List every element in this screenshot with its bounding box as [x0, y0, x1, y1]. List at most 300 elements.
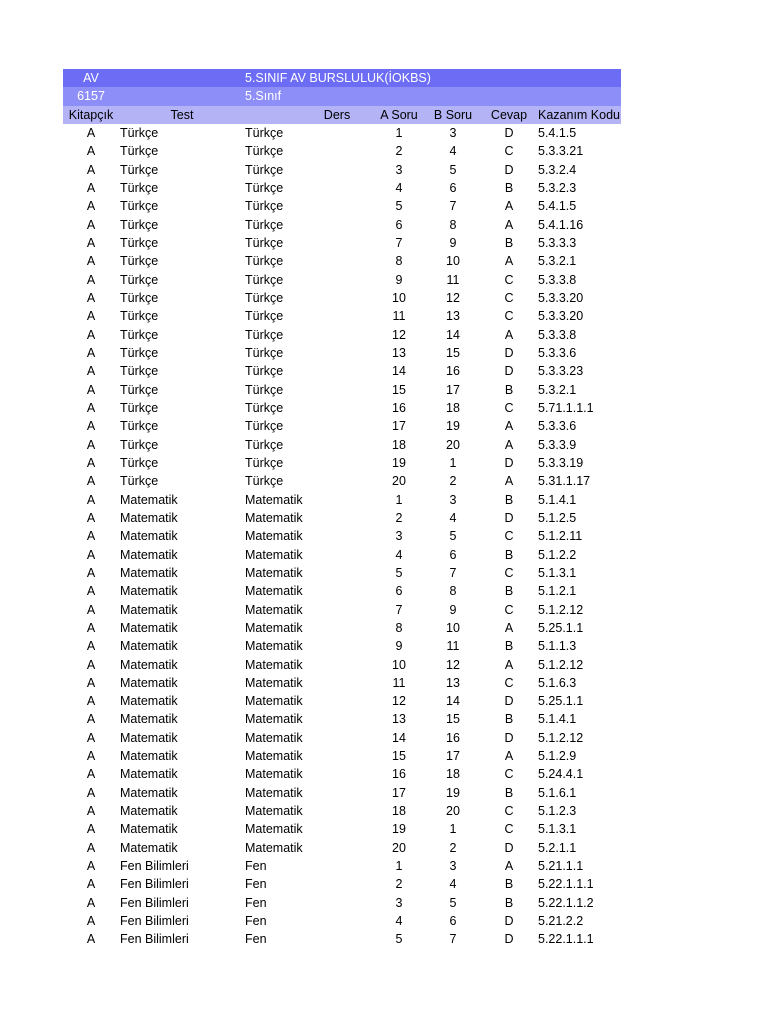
- cell-b-soru[interactable]: 16: [446, 364, 460, 379]
- cell-test[interactable]: Türkçe: [120, 419, 159, 434]
- cell-b-soru[interactable]: 5: [449, 529, 457, 544]
- cell-b-soru[interactable]: 7: [449, 565, 457, 580]
- cell-kazanim-kodu[interactable]: 5.71.1.1.1: [538, 400, 594, 415]
- cell-b-soru[interactable]: 2: [449, 474, 457, 489]
- cell-cevap[interactable]: C: [504, 290, 514, 305]
- cell-a-soru[interactable]: 4: [395, 914, 403, 929]
- cell-test[interactable]: Matematik: [120, 657, 178, 672]
- cell-b-soru[interactable]: 6: [449, 547, 457, 562]
- cell-b-soru[interactable]: 2: [449, 840, 457, 855]
- cell-kazanim-kodu[interactable]: 5.31.1.17: [538, 474, 591, 489]
- cell-kitapcik[interactable]: A: [86, 309, 96, 324]
- cell-cevap[interactable]: C: [504, 272, 514, 287]
- cell-test[interactable]: Matematik: [120, 749, 178, 764]
- cell-kazanim-kodu[interactable]: 5.3.3.19: [538, 455, 584, 470]
- cell-test[interactable]: Matematik: [120, 840, 178, 855]
- cell-a-soru[interactable]: 17: [392, 785, 406, 800]
- cell-test[interactable]: Fen Bilimleri: [120, 877, 189, 892]
- cell-b-soru[interactable]: 15: [446, 712, 460, 727]
- cell-kitapcik[interactable]: A: [86, 547, 96, 562]
- cell-b-soru[interactable]: 18: [446, 400, 460, 415]
- cell-b-soru[interactable]: 20: [446, 804, 460, 819]
- cell-kitapcik[interactable]: A: [86, 767, 96, 782]
- column-header-kazanim-kodu[interactable]: Kazanım Kodu: [538, 107, 620, 122]
- cell-kitapcik[interactable]: A: [86, 749, 96, 764]
- cell-ders[interactable]: Fen: [245, 877, 267, 892]
- cell-b-soru[interactable]: 10: [446, 620, 460, 635]
- cell-b-soru[interactable]: 15: [446, 345, 460, 360]
- cell-kitapcik[interactable]: A: [86, 235, 96, 250]
- cell-kazanim-kodu[interactable]: 5.1.4.1: [538, 492, 577, 507]
- cell-ders[interactable]: Türkçe: [245, 437, 284, 452]
- cell-cevap[interactable]: A: [504, 419, 514, 434]
- cell-a-soru[interactable]: 18: [392, 437, 406, 452]
- cell-a-soru[interactable]: 10: [392, 290, 406, 305]
- cell-cevap[interactable]: D: [504, 932, 514, 947]
- cell-b-soru[interactable]: 3: [449, 492, 457, 507]
- cell-ders[interactable]: Matematik: [245, 804, 303, 819]
- column-header-test[interactable]: Test: [170, 107, 194, 122]
- cell-cevap[interactable]: D: [504, 345, 514, 360]
- cell-ders[interactable]: Fen: [245, 932, 267, 947]
- cell-kitapcik[interactable]: A: [86, 144, 96, 159]
- cell-kazanim-kodu[interactable]: 5.1.2.3: [538, 804, 577, 819]
- cell-kitapcik[interactable]: A: [86, 510, 96, 525]
- cell-cevap[interactable]: A: [504, 327, 514, 342]
- cell-kitapcik[interactable]: A: [86, 785, 96, 800]
- cell-kitapcik[interactable]: A: [86, 217, 96, 232]
- cell-b-soru[interactable]: 6: [449, 180, 457, 195]
- cell-cevap[interactable]: B: [504, 895, 514, 910]
- cell-kitapcik[interactable]: A: [86, 675, 96, 690]
- cell-kazanim-kodu[interactable]: 5.25.1.1: [538, 694, 584, 709]
- cell-kitapcik[interactable]: A: [86, 529, 96, 544]
- cell-cevap[interactable]: D: [504, 455, 514, 470]
- cell-a-soru[interactable]: 2: [395, 877, 403, 892]
- header-title-cell[interactable]: 5.SINIF AV BURSLULUK(İOKBS): [245, 71, 431, 85]
- cell-cevap[interactable]: B: [504, 180, 514, 195]
- cell-test[interactable]: Türkçe: [120, 455, 159, 470]
- cell-kazanim-kodu[interactable]: 5.3.2.1: [538, 254, 577, 269]
- cell-ders[interactable]: Matematik: [245, 840, 303, 855]
- cell-test[interactable]: Matematik: [120, 584, 178, 599]
- cell-test[interactable]: Matematik: [120, 565, 178, 580]
- cell-test[interactable]: Fen Bilimleri: [120, 895, 189, 910]
- cell-kazanim-kodu[interactable]: 5.3.3.6: [538, 345, 577, 360]
- cell-a-soru[interactable]: 1: [395, 859, 403, 874]
- cell-b-soru[interactable]: 14: [446, 694, 460, 709]
- column-header-cevap[interactable]: Cevap: [490, 107, 528, 122]
- cell-kazanim-kodu[interactable]: 5.3.3.8: [538, 327, 577, 342]
- cell-test[interactable]: Türkçe: [120, 345, 159, 360]
- cell-kazanim-kodu[interactable]: 5.3.3.21: [538, 144, 584, 159]
- cell-kitapcik[interactable]: A: [86, 125, 96, 140]
- cell-kitapcik[interactable]: A: [86, 804, 96, 819]
- cell-kitapcik[interactable]: A: [86, 290, 96, 305]
- cell-cevap[interactable]: D: [504, 840, 514, 855]
- cell-ders[interactable]: Türkçe: [245, 125, 284, 140]
- cell-test[interactable]: Matematik: [120, 694, 178, 709]
- cell-kitapcik[interactable]: A: [86, 694, 96, 709]
- cell-cevap[interactable]: D: [504, 694, 514, 709]
- cell-ders[interactable]: Türkçe: [245, 199, 284, 214]
- cell-a-soru[interactable]: 9: [395, 272, 403, 287]
- cell-kitapcik[interactable]: A: [86, 254, 96, 269]
- cell-kazanim-kodu[interactable]: 5.1.3.1: [538, 565, 577, 580]
- cell-kazanim-kodu[interactable]: 5.1.3.1: [538, 822, 577, 837]
- cell-a-soru[interactable]: 12: [392, 694, 406, 709]
- cell-kazanim-kodu[interactable]: 5.2.1.1: [538, 840, 577, 855]
- header-grade-cell[interactable]: 5.Sınıf: [245, 89, 282, 104]
- cell-cevap[interactable]: A: [504, 749, 514, 764]
- cell-kazanim-kodu[interactable]: 5.3.3.23: [538, 364, 584, 379]
- cell-kitapcik[interactable]: A: [86, 162, 96, 177]
- cell-kazanim-kodu[interactable]: 5.3.2.3: [538, 180, 577, 195]
- cell-a-soru[interactable]: 5: [395, 932, 403, 947]
- cell-cevap[interactable]: A: [504, 437, 514, 452]
- cell-test[interactable]: Türkçe: [120, 235, 159, 250]
- cell-a-soru[interactable]: 16: [392, 400, 406, 415]
- cell-a-soru[interactable]: 14: [392, 730, 406, 745]
- cell-ders[interactable]: Matematik: [245, 529, 303, 544]
- cell-a-soru[interactable]: 15: [392, 382, 406, 397]
- cell-ders[interactable]: Türkçe: [245, 290, 284, 305]
- cell-b-soru[interactable]: 5: [449, 162, 457, 177]
- cell-ders[interactable]: Türkçe: [245, 419, 284, 434]
- column-header-ders[interactable]: Ders: [323, 107, 351, 122]
- cell-kitapcik[interactable]: A: [86, 455, 96, 470]
- cell-a-soru[interactable]: 19: [392, 455, 406, 470]
- cell-kazanim-kodu[interactable]: 5.1.6.1: [538, 785, 577, 800]
- cell-ders[interactable]: Matematik: [245, 767, 303, 782]
- cell-ders[interactable]: Türkçe: [245, 217, 284, 232]
- column-header-b-soru[interactable]: B Soru: [433, 107, 473, 122]
- cell-cevap[interactable]: D: [504, 364, 514, 379]
- cell-cevap[interactable]: C: [504, 400, 514, 415]
- cell-b-soru[interactable]: 5: [449, 895, 457, 910]
- cell-test[interactable]: Matematik: [120, 822, 178, 837]
- cell-b-soru[interactable]: 19: [446, 785, 460, 800]
- cell-a-soru[interactable]: 2: [395, 144, 403, 159]
- cell-test[interactable]: Matematik: [120, 492, 178, 507]
- cell-b-soru[interactable]: 8: [449, 217, 457, 232]
- cell-test[interactable]: Matematik: [120, 675, 178, 690]
- cell-test[interactable]: Türkçe: [120, 125, 159, 140]
- cell-cevap[interactable]: D: [504, 162, 514, 177]
- cell-ders[interactable]: Türkçe: [245, 309, 284, 324]
- cell-a-soru[interactable]: 20: [392, 474, 406, 489]
- cell-b-soru[interactable]: 4: [449, 877, 457, 892]
- cell-b-soru[interactable]: 11: [446, 639, 460, 654]
- cell-cevap[interactable]: A: [504, 657, 514, 672]
- cell-b-soru[interactable]: 8: [449, 584, 457, 599]
- cell-kazanim-kodu[interactable]: 5.21.2.2: [538, 914, 584, 929]
- cell-b-soru[interactable]: 3: [449, 859, 457, 874]
- cell-ders[interactable]: Matematik: [245, 565, 303, 580]
- cell-kazanim-kodu[interactable]: 5.3.2.1: [538, 382, 577, 397]
- cell-test[interactable]: Türkçe: [120, 327, 159, 342]
- cell-kazanim-kodu[interactable]: 5.1.2.9: [538, 749, 577, 764]
- cell-ders[interactable]: Türkçe: [245, 235, 284, 250]
- cell-kazanim-kodu[interactable]: 5.3.3.3: [538, 235, 577, 250]
- cell-kazanim-kodu[interactable]: 5.4.1.5: [538, 199, 577, 214]
- cell-ders[interactable]: Matematik: [245, 547, 303, 562]
- cell-cevap[interactable]: C: [504, 565, 514, 580]
- cell-test[interactable]: Türkçe: [120, 199, 159, 214]
- cell-cevap[interactable]: C: [504, 675, 514, 690]
- cell-cevap[interactable]: C: [504, 602, 514, 617]
- cell-kitapcik[interactable]: A: [86, 639, 96, 654]
- cell-kitapcik[interactable]: A: [86, 382, 96, 397]
- cell-b-soru[interactable]: 7: [449, 932, 457, 947]
- cell-kazanim-kodu[interactable]: 5.1.6.3: [538, 675, 577, 690]
- cell-a-soru[interactable]: 13: [392, 345, 406, 360]
- cell-cevap[interactable]: C: [504, 804, 514, 819]
- cell-test[interactable]: Türkçe: [120, 400, 159, 415]
- cell-ders[interactable]: Türkçe: [245, 364, 284, 379]
- cell-kazanim-kodu[interactable]: 5.1.2.1: [538, 584, 577, 599]
- cell-a-soru[interactable]: 7: [395, 602, 403, 617]
- cell-kitapcik[interactable]: A: [86, 822, 96, 837]
- cell-ders[interactable]: Türkçe: [245, 327, 284, 342]
- cell-a-soru[interactable]: 10: [392, 657, 406, 672]
- cell-test[interactable]: Fen Bilimleri: [120, 932, 189, 947]
- cell-ders[interactable]: Türkçe: [245, 144, 284, 159]
- cell-test[interactable]: Türkçe: [120, 272, 159, 287]
- cell-test[interactable]: Türkçe: [120, 437, 159, 452]
- cell-a-soru[interactable]: 2: [395, 510, 403, 525]
- cell-test[interactable]: Matematik: [120, 529, 178, 544]
- cell-kitapcik[interactable]: A: [86, 364, 96, 379]
- cell-b-soru[interactable]: 3: [449, 125, 457, 140]
- cell-kazanim-kodu[interactable]: 5.22.1.1.2: [538, 895, 594, 910]
- cell-a-soru[interactable]: 7: [395, 235, 403, 250]
- cell-ders[interactable]: Matematik: [245, 822, 303, 837]
- cell-a-soru[interactable]: 17: [392, 419, 406, 434]
- cell-a-soru[interactable]: 3: [395, 162, 403, 177]
- cell-kitapcik[interactable]: A: [86, 492, 96, 507]
- cell-test[interactable]: Türkçe: [120, 309, 159, 324]
- cell-cevap[interactable]: D: [504, 510, 514, 525]
- cell-kazanim-kodu[interactable]: 5.3.3.6: [538, 419, 577, 434]
- cell-ders[interactable]: Türkçe: [245, 474, 284, 489]
- cell-a-soru[interactable]: 14: [392, 364, 406, 379]
- cell-b-soru[interactable]: 6: [449, 914, 457, 929]
- cell-a-soru[interactable]: 5: [395, 565, 403, 580]
- cell-test[interactable]: Türkçe: [120, 180, 159, 195]
- cell-kitapcik[interactable]: A: [86, 180, 96, 195]
- header-av-cell[interactable]: AV: [83, 71, 99, 85]
- cell-ders[interactable]: Matematik: [245, 492, 303, 507]
- cell-b-soru[interactable]: 19: [446, 419, 460, 434]
- cell-ders[interactable]: Fen: [245, 895, 267, 910]
- cell-a-soru[interactable]: 9: [395, 639, 403, 654]
- cell-b-soru[interactable]: 1: [449, 455, 457, 470]
- cell-ders[interactable]: Matematik: [245, 620, 303, 635]
- cell-test[interactable]: Fen Bilimleri: [120, 859, 189, 874]
- cell-b-soru[interactable]: 13: [446, 675, 460, 690]
- cell-b-soru[interactable]: 14: [446, 327, 460, 342]
- cell-cevap[interactable]: A: [504, 620, 514, 635]
- cell-kitapcik[interactable]: A: [86, 272, 96, 287]
- cell-b-soru[interactable]: 1: [449, 822, 457, 837]
- cell-kazanim-kodu[interactable]: 5.1.2.2: [538, 547, 577, 562]
- cell-cevap[interactable]: C: [504, 309, 514, 324]
- cell-test[interactable]: Türkçe: [120, 382, 159, 397]
- cell-b-soru[interactable]: 18: [446, 767, 460, 782]
- cell-b-soru[interactable]: 17: [446, 382, 460, 397]
- cell-kitapcik[interactable]: A: [86, 199, 96, 214]
- cell-kazanim-kodu[interactable]: 5.1.2.11: [538, 529, 583, 544]
- cell-a-soru[interactable]: 11: [392, 309, 406, 324]
- cell-cevap[interactable]: B: [504, 712, 514, 727]
- cell-cevap[interactable]: D: [504, 125, 514, 140]
- cell-kazanim-kodu[interactable]: 5.21.1.1: [538, 859, 584, 874]
- cell-ders[interactable]: Fen: [245, 859, 267, 874]
- cell-kitapcik[interactable]: A: [86, 437, 96, 452]
- cell-b-soru[interactable]: 20: [446, 437, 460, 452]
- cell-cevap[interactable]: B: [504, 547, 514, 562]
- cell-kitapcik[interactable]: A: [86, 602, 96, 617]
- cell-kazanim-kodu[interactable]: 5.3.3.9: [538, 437, 577, 452]
- cell-kazanim-kodu[interactable]: 5.4.1.5: [538, 125, 577, 140]
- cell-ders[interactable]: Matematik: [245, 657, 303, 672]
- cell-kazanim-kodu[interactable]: 5.3.3.20: [538, 309, 584, 324]
- cell-cevap[interactable]: B: [504, 235, 514, 250]
- cell-kitapcik[interactable]: A: [86, 565, 96, 580]
- cell-kitapcik[interactable]: A: [86, 859, 96, 874]
- cell-test[interactable]: Matematik: [120, 712, 178, 727]
- cell-kitapcik[interactable]: A: [86, 419, 96, 434]
- cell-b-soru[interactable]: 7: [449, 199, 457, 214]
- cell-kazanim-kodu[interactable]: 5.1.2.12: [538, 730, 584, 745]
- cell-a-soru[interactable]: 3: [395, 529, 403, 544]
- cell-kazanim-kodu[interactable]: 5.3.3.8: [538, 272, 577, 287]
- cell-cevap[interactable]: A: [504, 474, 514, 489]
- cell-ders[interactable]: Türkçe: [245, 272, 284, 287]
- cell-test[interactable]: Türkçe: [120, 144, 159, 159]
- cell-cevap[interactable]: A: [504, 217, 514, 232]
- cell-kitapcik[interactable]: A: [86, 657, 96, 672]
- cell-b-soru[interactable]: 17: [446, 749, 460, 764]
- cell-kazanim-kodu[interactable]: 5.1.2.12: [538, 657, 584, 672]
- cell-kazanim-kodu[interactable]: 5.22.1.1.1: [538, 932, 594, 947]
- column-header-kitapcik[interactable]: Kitapçık: [68, 107, 114, 122]
- cell-ders[interactable]: Matematik: [245, 749, 303, 764]
- cell-a-soru[interactable]: 12: [392, 327, 406, 342]
- cell-a-soru[interactable]: 19: [392, 822, 406, 837]
- cell-ders[interactable]: Türkçe: [245, 345, 284, 360]
- cell-kazanim-kodu[interactable]: 5.3.2.4: [538, 162, 577, 177]
- cell-ders[interactable]: Matematik: [245, 785, 303, 800]
- cell-a-soru[interactable]: 4: [395, 180, 403, 195]
- cell-cevap[interactable]: A: [504, 199, 514, 214]
- cell-b-soru[interactable]: 4: [449, 510, 457, 525]
- cell-b-soru[interactable]: 11: [446, 272, 460, 287]
- cell-test[interactable]: Matematik: [120, 547, 178, 562]
- cell-ders[interactable]: Matematik: [245, 510, 303, 525]
- cell-cevap[interactable]: B: [504, 492, 514, 507]
- cell-a-soru[interactable]: 8: [395, 620, 403, 635]
- cell-test[interactable]: Matematik: [120, 730, 178, 745]
- cell-b-soru[interactable]: 9: [449, 602, 457, 617]
- cell-cevap[interactable]: C: [504, 767, 514, 782]
- cell-a-soru[interactable]: 1: [395, 492, 403, 507]
- cell-b-soru[interactable]: 13: [446, 309, 460, 324]
- cell-kitapcik[interactable]: A: [86, 730, 96, 745]
- cell-test[interactable]: Matematik: [120, 639, 178, 654]
- cell-b-soru[interactable]: 12: [446, 290, 460, 305]
- cell-cevap[interactable]: B: [504, 584, 514, 599]
- cell-cevap[interactable]: B: [504, 877, 514, 892]
- cell-cevap[interactable]: A: [504, 254, 514, 269]
- cell-b-soru[interactable]: 16: [446, 730, 460, 745]
- cell-test[interactable]: Matematik: [120, 785, 178, 800]
- cell-ders[interactable]: Matematik: [245, 730, 303, 745]
- cell-ders[interactable]: Türkçe: [245, 254, 284, 269]
- cell-test[interactable]: Türkçe: [120, 162, 159, 177]
- cell-cevap[interactable]: C: [504, 144, 514, 159]
- cell-test[interactable]: Türkçe: [120, 474, 159, 489]
- cell-kitapcik[interactable]: A: [86, 400, 96, 415]
- cell-a-soru[interactable]: 6: [395, 584, 403, 599]
- header-code-cell[interactable]: 6157: [77, 89, 105, 104]
- cell-ders[interactable]: Türkçe: [245, 455, 284, 470]
- cell-b-soru[interactable]: 9: [449, 235, 457, 250]
- cell-cevap[interactable]: B: [504, 785, 514, 800]
- cell-a-soru[interactable]: 3: [395, 895, 403, 910]
- cell-test[interactable]: Türkçe: [120, 290, 159, 305]
- cell-ders[interactable]: Matematik: [245, 602, 303, 617]
- cell-a-soru[interactable]: 8: [395, 254, 403, 269]
- cell-cevap[interactable]: A: [504, 859, 514, 874]
- cell-test[interactable]: Fen Bilimleri: [120, 914, 189, 929]
- cell-cevap[interactable]: C: [504, 529, 514, 544]
- cell-kitapcik[interactable]: A: [86, 620, 96, 635]
- cell-kitapcik[interactable]: A: [86, 840, 96, 855]
- cell-a-soru[interactable]: 13: [392, 712, 406, 727]
- cell-test[interactable]: Matematik: [120, 602, 178, 617]
- cell-cevap[interactable]: D: [504, 914, 514, 929]
- cell-kazanim-kodu[interactable]: 5.1.2.5: [538, 510, 577, 525]
- cell-kazanim-kodu[interactable]: 5.25.1.1: [538, 620, 584, 635]
- cell-ders[interactable]: Türkçe: [245, 382, 284, 397]
- cell-a-soru[interactable]: 20: [392, 840, 406, 855]
- cell-a-soru[interactable]: 4: [395, 547, 403, 562]
- cell-a-soru[interactable]: 16: [392, 767, 406, 782]
- cell-cevap[interactable]: B: [504, 639, 514, 654]
- cell-kazanim-kodu[interactable]: 5.1.2.12: [538, 602, 584, 617]
- cell-kazanim-kodu[interactable]: 5.1.4.1: [538, 712, 577, 727]
- cell-b-soru[interactable]: 12: [446, 657, 460, 672]
- cell-test[interactable]: Türkçe: [120, 217, 159, 232]
- cell-kitapcik[interactable]: A: [86, 474, 96, 489]
- cell-kazanim-kodu[interactable]: 5.4.1.16: [538, 217, 584, 232]
- cell-ders[interactable]: Türkçe: [245, 180, 284, 195]
- cell-ders[interactable]: Matematik: [245, 694, 303, 709]
- cell-kitapcik[interactable]: A: [86, 877, 96, 892]
- cell-test[interactable]: Matematik: [120, 620, 178, 635]
- cell-ders[interactable]: Fen: [245, 914, 267, 929]
- cell-kitapcik[interactable]: A: [86, 914, 96, 929]
- cell-a-soru[interactable]: 11: [392, 675, 406, 690]
- cell-b-soru[interactable]: 10: [446, 254, 460, 269]
- cell-kitapcik[interactable]: A: [86, 327, 96, 342]
- cell-cevap[interactable]: C: [504, 822, 514, 837]
- cell-a-soru[interactable]: 6: [395, 217, 403, 232]
- cell-kitapcik[interactable]: A: [86, 584, 96, 599]
- cell-ders[interactable]: Türkçe: [245, 162, 284, 177]
